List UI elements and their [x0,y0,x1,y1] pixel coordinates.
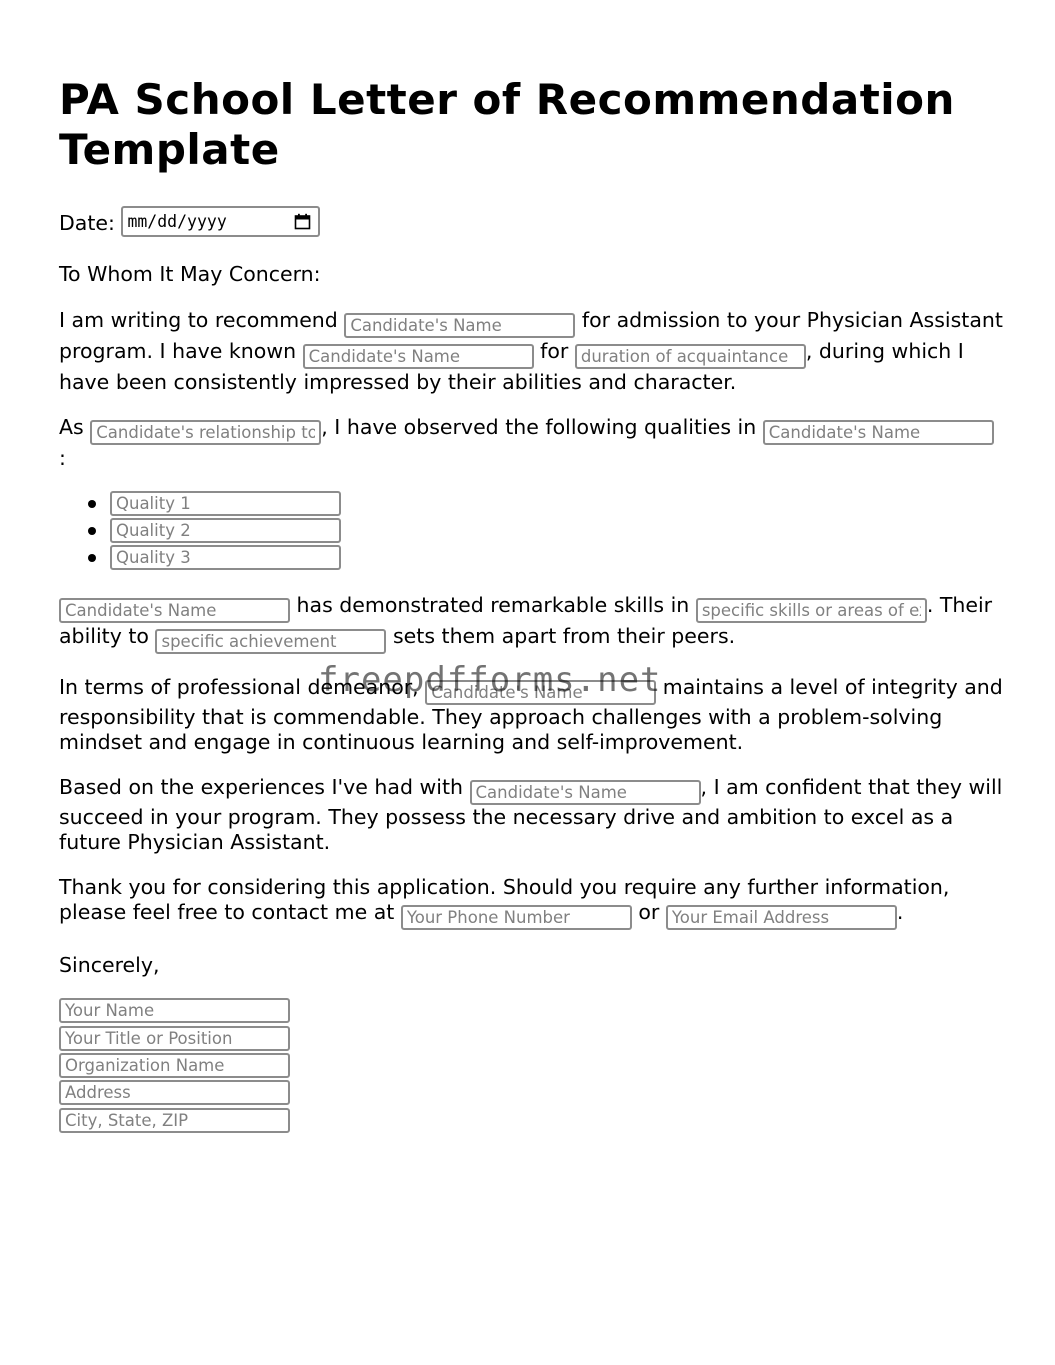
skills-text-2: . Their ability to [59,593,993,649]
contact-text-2: or [638,899,660,924]
skills-text-3: sets them apart from their peers. [393,624,736,649]
candidate-name-input[interactable] [763,420,994,445]
letter-template [59,0,1004,1135]
intro-text-4: , during which I have been consistently impressed by their abilities and character. [59,338,964,394]
bullet-icon [88,527,96,535]
list-item [59,545,1004,572]
paragraph-contact [59,875,1004,930]
quality-3-input[interactable] [110,545,341,570]
demeanor-text-1: In terms of professional demeanor, [59,675,419,700]
page-title: PA School Letter of Recommendation Template [59,75,955,174]
paragraph-relationship [59,414,1004,472]
confidence-text-1: Based on the experiences I've had with [59,775,463,800]
title-input[interactable] [59,1026,290,1051]
bullet-icon [88,500,96,508]
watermark: freepdfforms.net [318,660,662,700]
city-state-zip-input[interactable] [59,1108,290,1133]
date-input[interactable] [121,206,320,237]
bullet-icon [88,554,96,562]
closing: Sincerely, [59,952,160,977]
intro-text-1: I am writing to recommend [59,307,338,332]
relationship-text-3: : [59,446,66,470]
organization-input[interactable] [59,1053,290,1078]
email-input[interactable] [666,905,897,930]
relationship-input[interactable] [90,420,321,445]
address-input[interactable] [59,1080,290,1105]
list-item [59,518,1004,545]
achievement-input[interactable] [155,629,386,654]
qualities-list [59,491,1004,573]
paragraph-confidence [59,775,1004,854]
demeanor-text-2: maintains a level of integrity and responsibility that is commendable. They approach challenges with a problem-solving mindset and engage in continuous learning and self-improvement. [59,675,1003,754]
candidate-name-input[interactable] [425,680,656,705]
contact-text-1: Thank you for considering this application. Should you require any further information, please feel free to contact me at [59,875,950,924]
calendar-icon[interactable] [294,213,311,230]
quality-2-input[interactable] [110,518,341,543]
date-placeholder: mm/dd/yyyy [127,212,227,231]
skills-text-1: has demonstrated remarkable skills in [296,593,690,618]
intro-text-2: for admission to your Physician Assistant program. I have known [59,307,1003,363]
acquaintance-duration-input[interactable] [575,344,806,369]
intro-text-3: for [540,338,569,363]
list-item [59,491,1004,518]
candidate-name-input[interactable] [59,598,290,623]
paragraph-demeanor [59,675,1004,754]
candidate-name-input[interactable] [470,780,701,805]
date-label: Date: [59,211,115,235]
skills-input[interactable] [696,598,927,623]
greeting: To Whom It May Concern: [59,262,321,286]
paragraph-skills [59,592,1004,654]
signature-block [59,998,1004,1132]
date-line [59,206,1004,237]
contact-text-3: . [896,899,904,924]
your-name-input[interactable] [59,998,290,1023]
phone-input[interactable] [401,905,632,930]
confidence-text-2: , I am confident that they will succeed in your program. They possess the necessary drive and ambition to excel as a future Physician Assistant. [59,775,1003,854]
candidate-name-input[interactable] [303,344,534,369]
quality-1-input[interactable] [110,491,341,516]
relationship-text-1: As [59,415,84,439]
relationship-text-2: , I have observed the following qualities in [321,415,757,439]
candidate-name-input[interactable] [344,313,575,338]
paragraph-intro [59,307,1004,396]
